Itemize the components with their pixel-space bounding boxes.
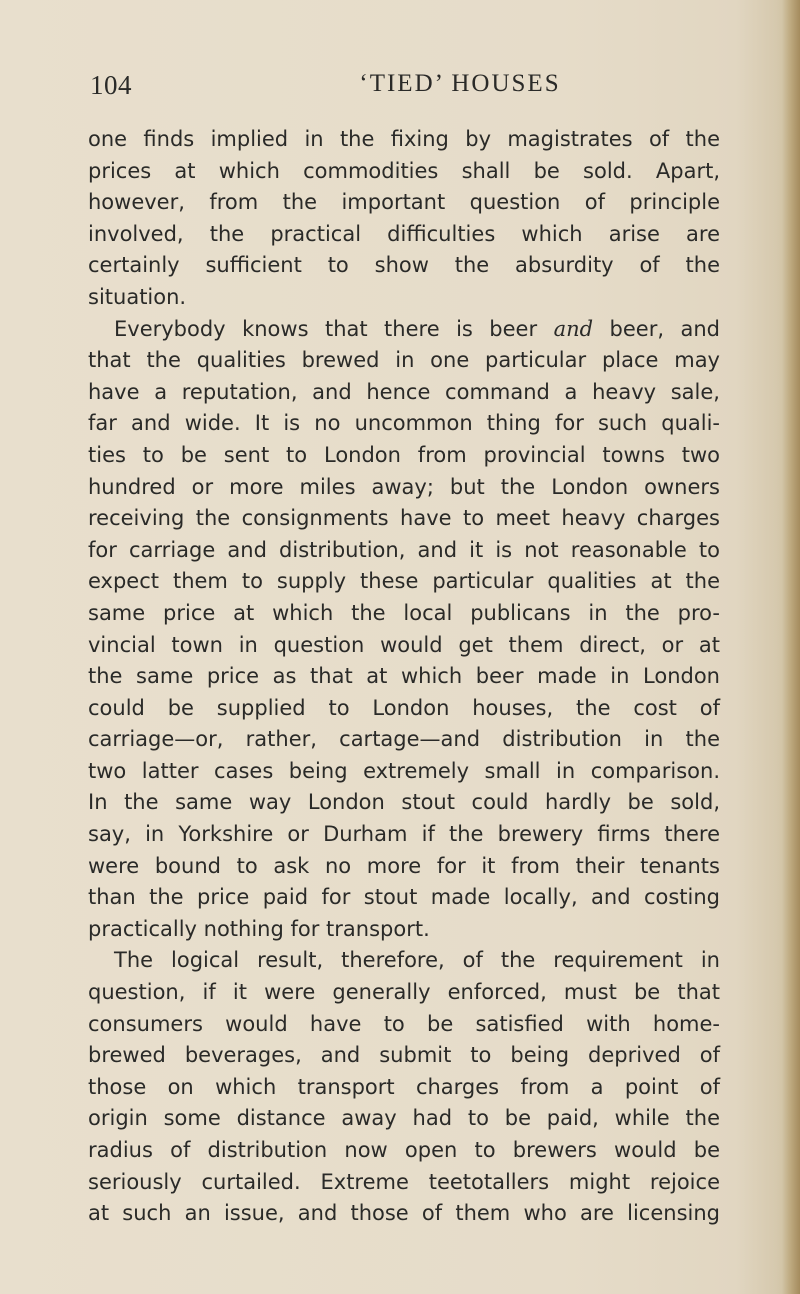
text-line: origin some distance away had to be paid, while the: [88, 1106, 720, 1131]
text-line: prices at which commodities shall be sold. Apart,: [88, 158, 720, 183]
text-line: those on which transport charges from a point of: [88, 1074, 720, 1099]
text-line: carriage—or, rather, cartage—and distribution in the: [88, 727, 720, 752]
text-line: say, in Yorkshire or Durham if the brewery firms there: [88, 822, 720, 847]
text-line: were bound to ask no more for it from their tenants: [88, 853, 720, 878]
text-line: however, from the important question of principle: [88, 190, 720, 215]
page-number: 104: [90, 70, 132, 100]
text-line: at such an issue, and those of them who are licensing: [88, 1201, 720, 1226]
text-line: situation.: [88, 284, 187, 309]
running-head: ‘TIED’ HOUSES: [359, 70, 561, 97]
text-line: radius of distribution now open to brewers would be: [88, 1138, 720, 1162]
text-line: [88, 314, 720, 346]
text-line: receiving the consignments have to meet heavy charges: [88, 506, 720, 531]
text-fragment: beer, and: [609, 316, 720, 341]
body-text: [88, 124, 720, 1230]
text-line: two latter cases being extremely small in comparison.: [88, 758, 720, 783]
text-line: same price at which the local publicans in the pro-: [88, 600, 720, 625]
text-line: question, if it were generally enforced, must be that: [88, 980, 720, 1005]
text-line: ties to be sent to London from provincial towns two: [88, 442, 720, 467]
text-line: the same price as that at which beer made in London: [88, 664, 720, 689]
page-header: [90, 70, 730, 110]
page-edge-shadow: [782, 0, 800, 1294]
text-line: have a reputation, and hence command a heavy sale,: [88, 379, 720, 404]
text-line: consumers would have to be satisfied with home-: [88, 1011, 720, 1036]
text-line: hundred or more miles away; but the London owners: [88, 474, 720, 499]
text-line: one finds implied in the fixing by magistrates of the: [88, 127, 720, 151]
text-line: In the same way London stout could hardly be sold,: [88, 790, 720, 815]
text-fragment: Everybody knows that there is beer: [114, 316, 538, 341]
text-line: seriously curtailed. Extreme teetotallers might rejoice: [88, 1169, 720, 1194]
text-line: brewed beverages, and submit to being deprived of: [88, 1043, 720, 1068]
text-line: far and wide. It is no uncommon thing for such quali-: [88, 411, 720, 436]
text-line: could be supplied to London houses, the cost of: [88, 695, 720, 720]
text-line: that the qualities brewed in one particular place may: [88, 348, 720, 373]
emphasis-and: and: [553, 316, 594, 341]
text-line: certainly sufficient to show the absurdity of the: [88, 253, 720, 278]
text-line: expect them to supply these particular qualities at the: [88, 569, 720, 594]
text-line: for carriage and distribution, and it is not reasonable to: [88, 537, 720, 562]
text-line: practically nothing for transport.: [88, 916, 430, 941]
text-line: involved, the practical difficulties which arise are: [88, 221, 720, 246]
text-line: The logical result, therefore, of the requirement in: [114, 948, 720, 973]
text-line: vincial town in question would get them direct, or at: [88, 632, 720, 657]
text-line: than the price paid for stout made locally, and costing: [88, 885, 720, 910]
